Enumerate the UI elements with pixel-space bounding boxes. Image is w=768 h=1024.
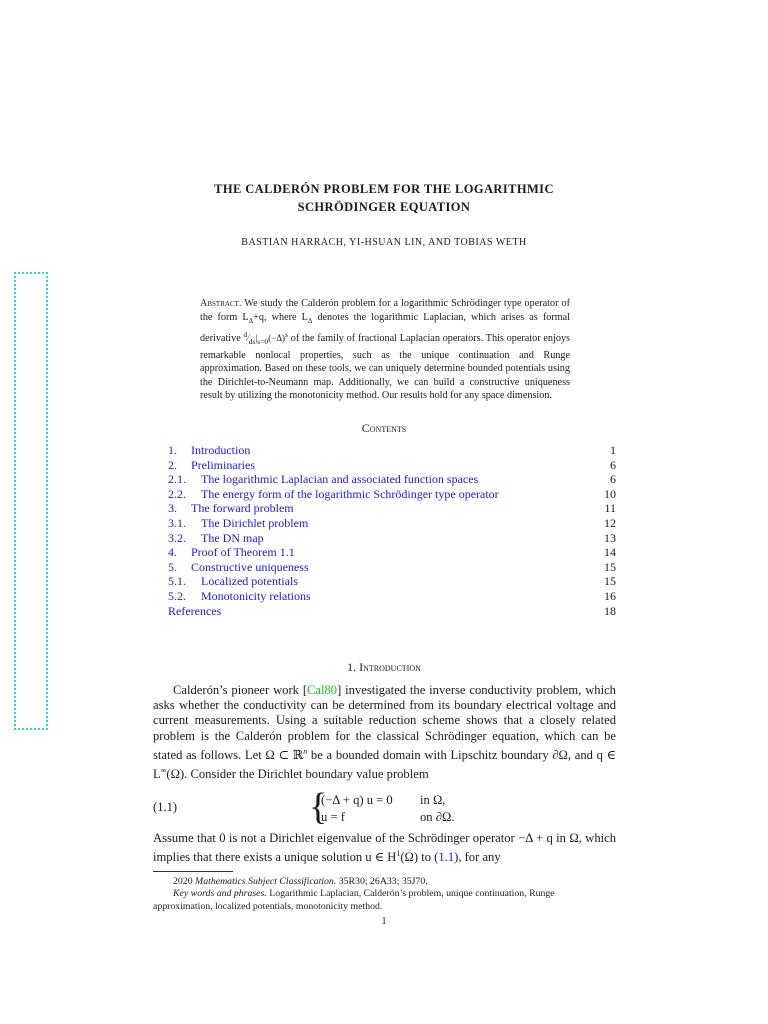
toc-entry[interactable] [168, 560, 616, 575]
toc-entry-link[interactable] [168, 501, 294, 516]
toc-entry[interactable] [168, 589, 616, 604]
formal-derivative-formula: $^d⁄_{ds}|_{s=0}(-\Delta)^s$ [243, 330, 288, 347]
toc-entry-label: The logarithmic Laplacian and associated function spaces [201, 472, 479, 487]
toc-entry-page: 18 [604, 603, 616, 618]
toc-entry-label: The Dirichlet problem [201, 515, 309, 530]
intro-paragraph-2: Assume that 0 is not a Dirichlet eigenvalue of the Schrödinger operator −Δ + q in Ω, which implies that there exists a unique solution u ∈ $H^1(\Omega)$ to (1.1), for any [153, 831, 616, 865]
toc-entry[interactable] [168, 545, 616, 560]
abstract: Abstract. We study the Calderón problem for a logarithmic Schrödinger type operator of the form $L_\Delta+q$, where $L_\Delta$ denotes the logarithmic Laplacian, which arises as formal derivative $^d⁄_{ds}|_{s=0}(-\Delta)^s$ of the family of fractional Laplacian operators. This operator enjoys remarkable nonlocal properties, such as the unique continuation and Runge approximation. Based on these tools, we can uniquely determine bounded potentials using the Dirichlet-to-Neumann map. Additionally, we can build a constructive uniqueness result by utilizing the monotonicity method. Our results hold for any space dimension. [200, 298, 571, 402]
toc-entry[interactable] [168, 516, 616, 531]
equation-line1: (−Δ + q) u = 0 [321, 793, 393, 807]
toc-entry-link[interactable] [168, 487, 499, 502]
intro-paragraph-1: Calderón’s pioneer work [Cal80] investigated the inverse conductivity problem, which asks whether the conductivity can be determined from its boundary electrical voltage and current measurements. Using a suitable reduction scheme shows that a closely related problem is the Calderón problem for the classical Schrödinger equation, which can be stated as follows. Let Ω ⊂ ℝ$^n$ be a bounded domain with Lipschitz boundary ∂Ω, and q ∈ L∞(Ω). Consider the Dirichlet boundary value problem [153, 683, 616, 782]
toc-entry[interactable] [168, 443, 616, 458]
toc-entry-page: 6 [610, 457, 616, 472]
equation-line2-domain: on ∂Ω. [420, 810, 455, 824]
toc-entry-link[interactable] [168, 604, 221, 619]
toc-entry-page: 12 [604, 515, 616, 530]
toc-entry-number: 5.2. [168, 588, 186, 603]
toc-entry-number: 3. [168, 501, 177, 516]
toc-entry-number: 1. [168, 443, 177, 457]
toc-entry[interactable] [168, 458, 616, 473]
toc-entry-page: 13 [604, 530, 616, 545]
toc-entry-link[interactable] [168, 531, 264, 546]
equation-label: (1.1) [153, 800, 178, 814]
abstract-label: Abstract. [200, 298, 242, 309]
toc-entry-page: 14 [604, 545, 616, 560]
toc-entry-number: 5. [168, 559, 177, 574]
equation-brace: { [309, 786, 328, 828]
toc-entry[interactable] [168, 487, 616, 502]
toc-entry[interactable] [168, 531, 616, 546]
toc-entry-page: 15 [604, 559, 616, 574]
toc-entry-number: 2. [168, 457, 177, 472]
toc-entry-label: The DN map [201, 530, 264, 545]
page-number: 1 [381, 916, 387, 927]
contents-heading: Contents [361, 421, 407, 435]
toc-entry-link[interactable] [168, 574, 298, 589]
paper-title-line1: THE CALDERÓN PROBLEM FOR THE LOGARITHMIC [214, 182, 554, 196]
toc-entry-page: 15 [604, 574, 616, 589]
toc-entry-number: 2.1. [168, 472, 186, 487]
footnote-msc: 2020 Mathematics Subject Classification. 35R30; 26A33; 35J70. [173, 876, 428, 887]
toc-entry[interactable] [168, 574, 616, 589]
toc-entry[interactable] [168, 472, 616, 487]
toc-entry-label: References [168, 603, 222, 618]
toc-entry-link[interactable] [168, 560, 309, 575]
equation-ref-link[interactable]: 1.1 [438, 850, 455, 865]
toc-entry-link[interactable] [168, 443, 250, 458]
citation-link[interactable]: Cal80 [307, 683, 338, 697]
toc-entry-label: The energy form of the logarithmic Schrödinger type operator [201, 486, 499, 501]
toc-entry-number: 4. [168, 545, 177, 560]
toc-entry[interactable] [168, 604, 616, 619]
toc-entry-page: 10 [604, 486, 616, 501]
toc-entry-label: Introduction [191, 443, 251, 457]
toc-entry-number: 3.2. [168, 530, 186, 545]
equation-line1-domain: in Ω, [420, 793, 446, 807]
toc-entry-label: Localized potentials [201, 574, 298, 589]
toc-entry-label: Preliminaries [191, 457, 255, 472]
toc-entry-label: Monotonicity relations [201, 588, 311, 603]
toc-entry-link[interactable] [168, 589, 311, 604]
table-of-contents [168, 443, 616, 618]
toc-entry-label: The forward problem [191, 501, 294, 516]
footnote-rule [153, 871, 233, 872]
toc-entry-link[interactable] [168, 516, 308, 531]
equation-line2: u = f [321, 810, 345, 824]
toc-entry[interactable] [168, 501, 616, 516]
toc-entry-link[interactable] [168, 472, 478, 487]
toc-entry-page: 6 [610, 472, 616, 487]
authors: BASTIAN HARRACH, YI-HSUAN LIN, AND TOBIAS WETH [241, 237, 527, 248]
toc-entry-page: 11 [604, 501, 616, 516]
toc-entry-page: 1 [610, 443, 616, 457]
toc-entry-link[interactable] [168, 545, 295, 560]
section-heading: 1. Introduction [347, 660, 421, 674]
toc-entry-number: 5.1. [168, 574, 186, 589]
toc-entry-number: 3.1. [168, 515, 186, 530]
toc-entry-number: 2.2. [168, 486, 186, 501]
paper-title-line2: SCHRÖDINGER EQUATION [297, 200, 471, 214]
toc-entry-link[interactable] [168, 458, 255, 473]
footnote-keywords: Key words and phrases. Logarithmic Laplacian, Calderón’s problem, unique continuation, Runge approximation, localized potentials, monotonicity method. [153, 888, 555, 912]
toc-entry-label: Constructive uniqueness [191, 559, 309, 574]
toc-entry-label: Proof of Theorem 1.1 [191, 545, 295, 560]
toc-entry-page: 16 [604, 588, 616, 603]
